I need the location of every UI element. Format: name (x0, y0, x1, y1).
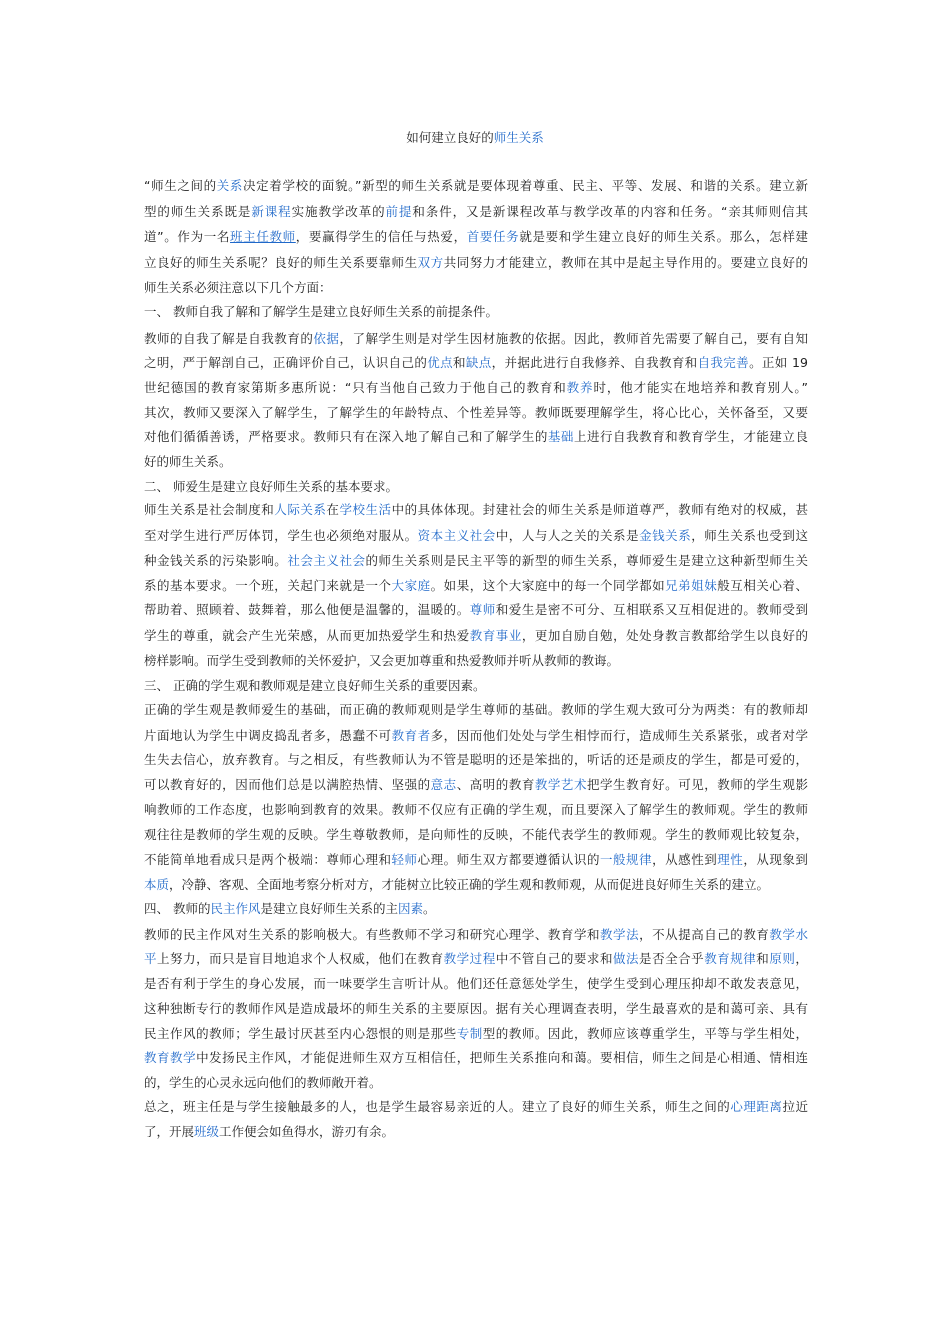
hyperlink[interactable]: 原则 (769, 951, 796, 966)
text-run: ，了解学生则是对学生因材施教的依据。因此，教师首先需要了解自己，要有自知 (339, 331, 808, 346)
text-run: 中发扬民主作风，才能促进师生双方互相信任，把师生关系推向和蔼。要相信，师生之间是心相通、情相连 (196, 1050, 808, 1065)
hyperlink[interactable]: 班主任教师 (230, 229, 296, 244)
text-run: 是否有利于学生的身心发展，而一味要学生言听计从。他们还任意惩处学生，使学生受到心理压抑却不敢发表意见， (144, 976, 808, 991)
text-line (144, 1049, 808, 1067)
text-run: 教师的民主作风对生关系的影响极大。有些教师不学习和研究心理学、教育学和 (144, 927, 601, 942)
text-run: “师生之间的 (144, 178, 217, 193)
hyperlink[interactable]: 一般规律 (599, 852, 653, 867)
hyperlink[interactable]: 轻师 (391, 852, 418, 867)
text-run: 之明，严于解剖自己，正确评价自己，认识自己的 (144, 355, 428, 370)
hyperlink[interactable]: 教学法 (600, 927, 640, 942)
text-run: 学生的尊重，就会产生光荣感，从而更加热爱学生和热爱 (144, 628, 470, 643)
hyperlink[interactable]: 大家庭 (391, 578, 431, 593)
hyperlink[interactable]: 自我完善 (697, 355, 750, 370)
text-run: 民主作风的教师；学生最讨厌甚至内心怨恨的则是那些 (144, 1026, 457, 1041)
text-run: 和爱生是密不可分、互相联系又互相促进的。教师受到 (495, 602, 808, 617)
text-line (144, 900, 808, 918)
text-run: 中的具体体现。封建社会的师生关系是师道尊严，教师有绝对的权威，甚 (391, 502, 808, 517)
hyperlink[interactable]: 教育者 (391, 728, 431, 743)
text-run: ，并据此进行自我修养、自我教育和 (491, 355, 698, 370)
text-line (144, 453, 808, 471)
text-run: 立良好的师生关系呢？良好的师生关系要靠师生 (144, 255, 418, 270)
text-run: 工作便会如鱼得水，游刃有余。 (219, 1124, 395, 1139)
hyperlink[interactable]: 资本主义社会 (417, 528, 496, 543)
hyperlink[interactable]: 本质 (144, 877, 170, 892)
text-run: 三、 正确的学生观和教师观是建立良好师生关系的重要因素。 (144, 678, 486, 693)
text-run: 是建立良好师生关系的主 (260, 901, 399, 916)
text-line (144, 826, 808, 844)
hyperlink[interactable]: 人际关系 (274, 502, 327, 517)
hyperlink[interactable]: 心理距离 (730, 1099, 783, 1114)
text-run: 共同努力才能建立，教师在其中是起主导作用的。要建立良好的 (443, 255, 808, 270)
text-run: 在 (326, 502, 340, 517)
hyperlink[interactable]: 尊师 (469, 602, 496, 617)
text-line (144, 330, 808, 348)
text-line (144, 354, 808, 372)
text-run: 时，他才能实在地培养和教育别人。” (593, 380, 808, 395)
text-run: 总之，班主任是与学生接触最多的人，也是学生最容易亲近的人。建立了良好的师生关系，师生之间的 (144, 1099, 731, 1114)
text-run: 对他们循循善诱，严格要求。教师只有在深入地了解自己和了解学生的 (144, 429, 548, 444)
text-run: 这种独断专行的教师作风是造成最坏的师生关系的主要原因。据有关心理调查表明，学生最喜欢的是和蔼可亲、具有 (144, 1001, 808, 1016)
text-run: ，从感性到 (652, 852, 718, 867)
text-run: 型的教师。因此，教师应该尊重学生，平等与学生相处， (482, 1026, 808, 1041)
text-run: 中，人与人之关的关系是 (495, 528, 640, 543)
text-run: 榜样影响。而学生受到教师的关怀爱护，又会更加尊重和热爱教师并听从教师的教诲。 (144, 653, 620, 668)
text-run: 一、 教师自我了解和了解学生是建立良好师生关系的前提条件。 (144, 304, 498, 319)
text-line (144, 228, 808, 246)
page-title (0, 129, 950, 147)
text-line (144, 279, 808, 297)
text-line (144, 677, 808, 695)
text-line (144, 727, 808, 745)
text-run: 帮助着、照顾着、鼓舞着，那么他便是温馨的，温暖的。 (144, 602, 470, 617)
hyperlink[interactable]: 双方 (417, 255, 444, 270)
text-line (144, 950, 808, 968)
text-run: 决定着学校的面貌。”新型的师生关系就是要体现着尊重、民主、平等、发展、和谐的关系。建立新 (243, 178, 808, 193)
text-line (144, 527, 808, 545)
text-line (144, 478, 808, 496)
text-run: ，要赢得学生的信任与热爱， (295, 229, 467, 244)
text-run: ，更加自励自勉，处处身教言教都给学生以良好的 (521, 628, 808, 643)
text-run: 正确的学生观是教师爱生的基础，而正确的教师观则是学生尊师的基础。教师的学生观大致可分为两类：有的教师却 (144, 702, 808, 717)
text-run: 其次，教师又要深入了解学生，了解学生的年龄特点、个性差异等。教师既要理解学生，将心比心，关怀备至，又要 (144, 405, 808, 420)
text-run: ，从现象到 (743, 852, 808, 867)
text-line (144, 203, 808, 221)
text-line (144, 501, 808, 519)
text-run: 师生关系是社会制度和 (144, 502, 275, 517)
text-line (144, 801, 808, 819)
text-run: 的，学生的心灵永远向他们的教师敞开着。 (144, 1075, 382, 1090)
text-line (144, 701, 808, 719)
hyperlink[interactable]: 意志 (430, 777, 457, 792)
text-run: 师生关系必须注意以下几个方面： (144, 280, 332, 295)
text-run: 可以教育好的，因而他们总是以满腔热情、坚强的 (144, 777, 431, 792)
text-line (144, 404, 808, 422)
hyperlink[interactable]: 教育规律 (704, 951, 757, 966)
text-run: 多，因而他们处处与学生相悖而行，造成师生关系紧张，或者对学 (430, 728, 808, 743)
text-run: 道”。作为一名 (144, 229, 231, 244)
text-line (144, 601, 808, 619)
text-run: 片面地认为学生中调皮捣乱者多，愚蠢不可 (144, 728, 392, 743)
text-line (144, 1074, 808, 1092)
hyperlink[interactable]: 师生关系 (493, 130, 544, 145)
text-line (144, 751, 808, 769)
text-line (144, 926, 808, 944)
text-run: 二、 师爱生是建立良好师生关系的基本要求。 (144, 479, 398, 494)
text-run: 了，开展 (144, 1124, 195, 1139)
text-run: 把学生教育好。可见，教师的学生观影 (587, 777, 808, 792)
text-run: 好的师生关系。 (144, 454, 232, 469)
text-run: 世纪德国的教育家第斯多惠所说：“只有当他自己致力于他自己的教育和 (144, 380, 567, 395)
text-line (144, 1025, 808, 1043)
text-run: 响教师的工作态度，也影响到教育的效果。教师不仅应有正确的学生观，而且要深入了解学生的教师观。学生的教师 (144, 802, 808, 817)
text-run: 教师的自我了解是自我教育的 (144, 331, 314, 346)
hyperlink[interactable]: 专制 (456, 1026, 483, 1041)
text-run: ，不从提高自己的教育 (639, 927, 770, 942)
hyperlink[interactable]: 理性 (717, 852, 744, 867)
text-line (144, 428, 808, 446)
text-run: ，师生关系也受到这 (691, 528, 808, 543)
text-run: 生失去信心，放弃教育。与之相反，有些教师认为不管是聪明的还是笨拙的，听话的还是顽皮的学生，都是可爱的， (144, 752, 808, 767)
text-run: 观往往是教师的学生观的反映。学生尊敬教师，是向师性的反映，不能代表学生的教师观。学生的教师观比较复杂， (144, 827, 808, 842)
hyperlink[interactable]: 民主作风 (210, 901, 261, 916)
text-run: 和 (452, 355, 466, 370)
text-run: 般互相关心着、 (717, 578, 808, 593)
text-line (144, 303, 808, 321)
hyperlink[interactable]: 学校生活 (339, 502, 392, 517)
text-run: 系的基本要求。一个班，关起门来就是一个 (144, 578, 392, 593)
text-run: 上努力，而只是盲目地追求个人权威，他们在教育 (157, 951, 444, 966)
text-run: 中不管自己的要求和 (495, 951, 613, 966)
hyperlink[interactable]: 教学过程 (443, 951, 496, 966)
hyperlink[interactable]: 因素 (398, 901, 424, 916)
text-line (144, 254, 808, 272)
text-run: 上进行自我教育和教育学生，才能建立良 (573, 429, 808, 444)
text-run: 不能简单地看成只是两个极端：尊师心理和 (144, 852, 392, 867)
text-run: 实施教学改革的 (291, 204, 386, 219)
hyperlink[interactable]: 社会主义社会 (287, 553, 366, 568)
text-run: ， (795, 951, 808, 966)
hyperlink[interactable]: 教学艺术 (534, 777, 587, 792)
text-line (144, 776, 808, 794)
text-line (144, 577, 808, 595)
text-run: 型的师生关系既是 (144, 204, 252, 219)
text-run: 、高明的教育 (456, 777, 535, 792)
text-line (144, 379, 808, 397)
hyperlink[interactable]: 教育教学 (144, 1050, 197, 1065)
text-run: 就是要和学生建立良好的师生关系。那么，怎样建 (519, 229, 808, 244)
text-run: 。正如 19 (749, 355, 808, 370)
text-run: 如何建立良好的 (406, 130, 494, 145)
hyperlink[interactable]: 关系 (216, 178, 244, 193)
hyperlink[interactable]: 教养 (566, 380, 594, 395)
text-run: 。如果，这个大家庭中的每一个同学都如 (430, 578, 666, 593)
hyperlink[interactable]: 教学水 (769, 927, 808, 942)
text-run: 至对学生进行严厉体罚，学生也必须绝对服从。 (144, 528, 418, 543)
hyperlink[interactable]: 新课程 (251, 204, 292, 219)
text-line (144, 876, 808, 894)
text-line (144, 177, 808, 195)
text-run: 是否全合乎 (639, 951, 705, 966)
hyperlink[interactable]: 金钱关系 (639, 528, 692, 543)
text-line (144, 652, 808, 670)
hyperlink[interactable]: 教育事业 (469, 628, 522, 643)
text-line (144, 627, 808, 645)
text-run: 的师生关系则是民主平等的新型的师生关系，尊师爱生是建立这种新型师生关 (365, 553, 808, 568)
text-run: 种金钱关系的污染影响。 (144, 553, 288, 568)
text-run: 。 (423, 901, 436, 916)
hyperlink[interactable]: 依据 (313, 331, 340, 346)
text-line (144, 975, 808, 993)
text-run: 和条件，又是新课程改革与教学改革的内容和任务。“亲其师则信其 (412, 204, 808, 219)
text-line (144, 1123, 808, 1141)
hyperlink[interactable]: 平 (144, 951, 158, 966)
text-run: 拉近 (782, 1099, 808, 1114)
text-run: 心理。师生双方都要遵循认识的 (417, 852, 600, 867)
text-line (144, 552, 808, 570)
hyperlink[interactable]: 兄弟姐妹 (665, 578, 718, 593)
hyperlink[interactable]: 首要任务 (466, 229, 520, 244)
text-line (144, 851, 808, 869)
text-run: 四、 教师的 (144, 901, 211, 916)
text-line (144, 1000, 808, 1018)
hyperlink[interactable]: 优点 (427, 355, 453, 370)
hyperlink[interactable]: 前提 (385, 204, 413, 219)
text-line (144, 1098, 808, 1116)
hyperlink[interactable]: 班级 (194, 1124, 220, 1139)
hyperlink[interactable]: 基础 (547, 429, 574, 444)
text-run: 和 (756, 951, 770, 966)
text-run: ，冷静、客观、全面地考察分析对方，才能树立比较正确的学生观和教师观，从而促进良好师生关系的建立。 (169, 877, 770, 892)
hyperlink[interactable]: 做法 (612, 951, 640, 966)
hyperlink[interactable]: 缺点 (465, 355, 492, 370)
